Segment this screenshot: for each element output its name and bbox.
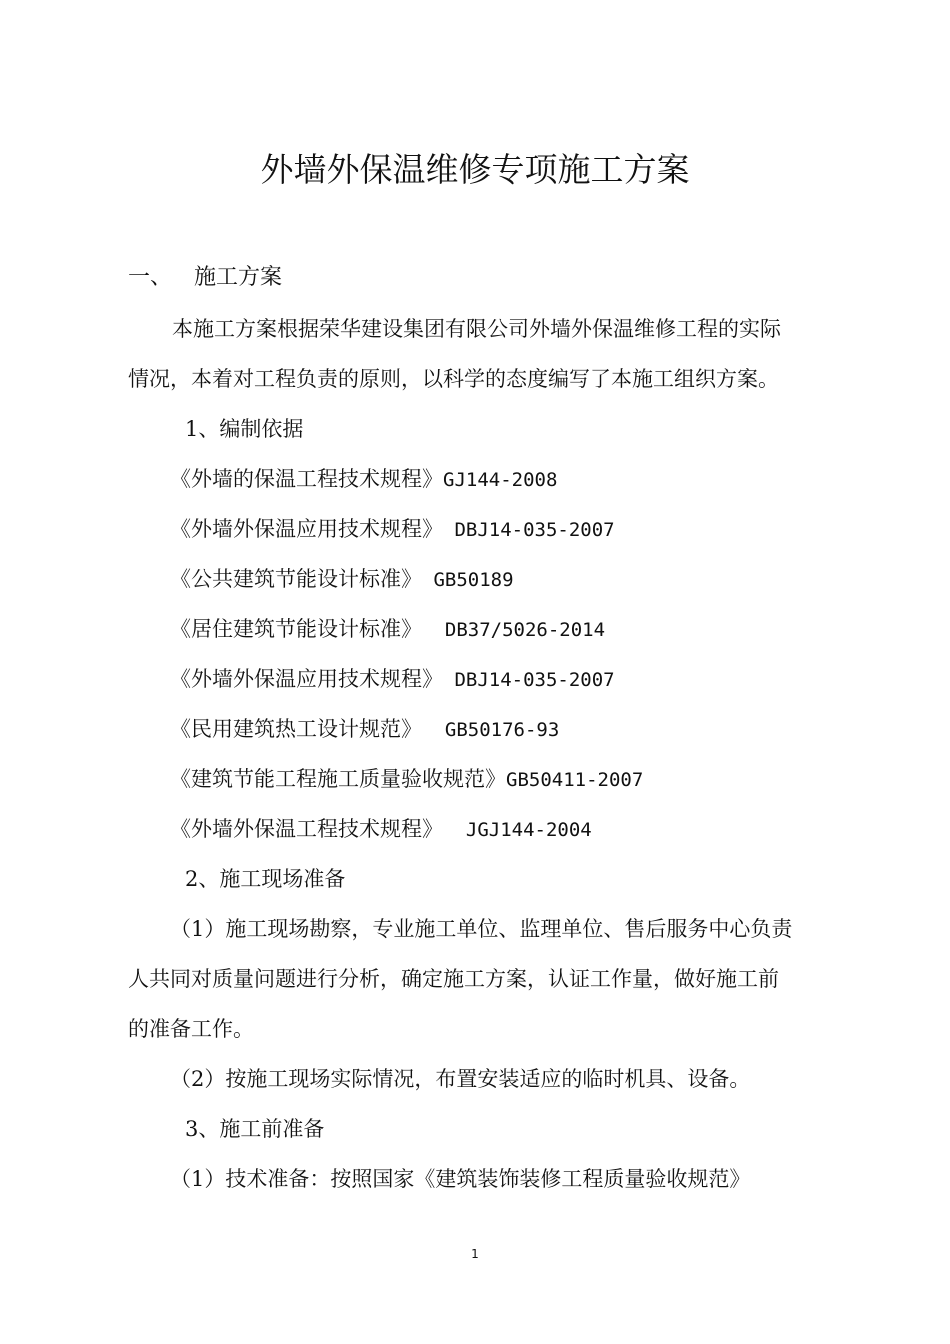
basis-item bbox=[170, 564, 514, 595]
standard-name: 《民用建筑热工设计规范》 bbox=[170, 717, 422, 741]
page-number: 1 bbox=[471, 1247, 479, 1261]
basis-item bbox=[170, 664, 615, 695]
standard-name: 《公共建筑节能设计标准》 bbox=[170, 567, 422, 591]
section-number: 一、 bbox=[128, 265, 173, 290]
basis-item bbox=[170, 464, 557, 495]
site-prep-para-2: （2）按施工现场实际情况，布置安装适应的临时机具、设备。 bbox=[170, 1067, 751, 1091]
standard-name: 《外墙外保温工程技术规程》 bbox=[170, 817, 443, 841]
section-label: 施工方案 bbox=[194, 265, 283, 290]
standard-name: 《外墙外保温应用技术规程》 bbox=[170, 517, 443, 541]
intro-line-2: 情况，本着对工程负责的原则，以科学的态度编写了本施工组织方案。 bbox=[128, 367, 779, 391]
intro-line-1: 本施工方案根据荣华建设集团有限公司外墙外保温维修工程的实际 bbox=[172, 317, 781, 341]
basis-item bbox=[170, 814, 592, 845]
standard-code: DBJ14-035-2007 bbox=[443, 669, 615, 691]
site-prep-line-3: 的准备工作。 bbox=[128, 1017, 254, 1041]
site-prep-heading: 2、施工现场准备 bbox=[185, 867, 346, 891]
basis-item bbox=[170, 614, 605, 645]
standard-code: GB50189 bbox=[422, 569, 514, 591]
site-prep-line-2: 人共同对质量问题进行分析，确定施工方案，认证工作量，做好施工前 bbox=[128, 967, 779, 991]
site-prep-line-1: （1）施工现场勘察，专业施工单位、监理单位、售后服务中心负责 bbox=[170, 917, 793, 941]
standard-code: DBJ14-035-2007 bbox=[443, 519, 615, 541]
standard-code: GJ144-2008 bbox=[443, 469, 558, 491]
section-heading bbox=[128, 262, 282, 294]
basis-item bbox=[170, 764, 643, 795]
basis-item bbox=[170, 714, 559, 745]
document-title: 外墙外保温维修专项施工方案 bbox=[260, 150, 690, 189]
standard-name: 《建筑节能工程施工质量验收规范》 bbox=[170, 767, 506, 791]
basis-heading: 1、编制依据 bbox=[185, 417, 304, 441]
basis-item bbox=[170, 514, 615, 545]
pre-construction-line-1: （1）技术准备：按照国家《建筑装饰装修工程质量验收规范》 bbox=[170, 1167, 751, 1191]
standard-code: GB50411-2007 bbox=[506, 769, 644, 791]
standard-code: DB37/5026-2014 bbox=[422, 619, 606, 641]
standard-name: 《居住建筑节能设计标准》 bbox=[170, 617, 422, 641]
standard-code: GB50176-93 bbox=[422, 719, 560, 741]
standard-name: 《外墙外保温应用技术规程》 bbox=[170, 667, 443, 691]
standard-code: JGJ144-2004 bbox=[443, 819, 592, 841]
standard-name: 《外墙的保温工程技术规程》 bbox=[170, 467, 443, 491]
pre-construction-heading: 3、施工前准备 bbox=[185, 1117, 325, 1141]
